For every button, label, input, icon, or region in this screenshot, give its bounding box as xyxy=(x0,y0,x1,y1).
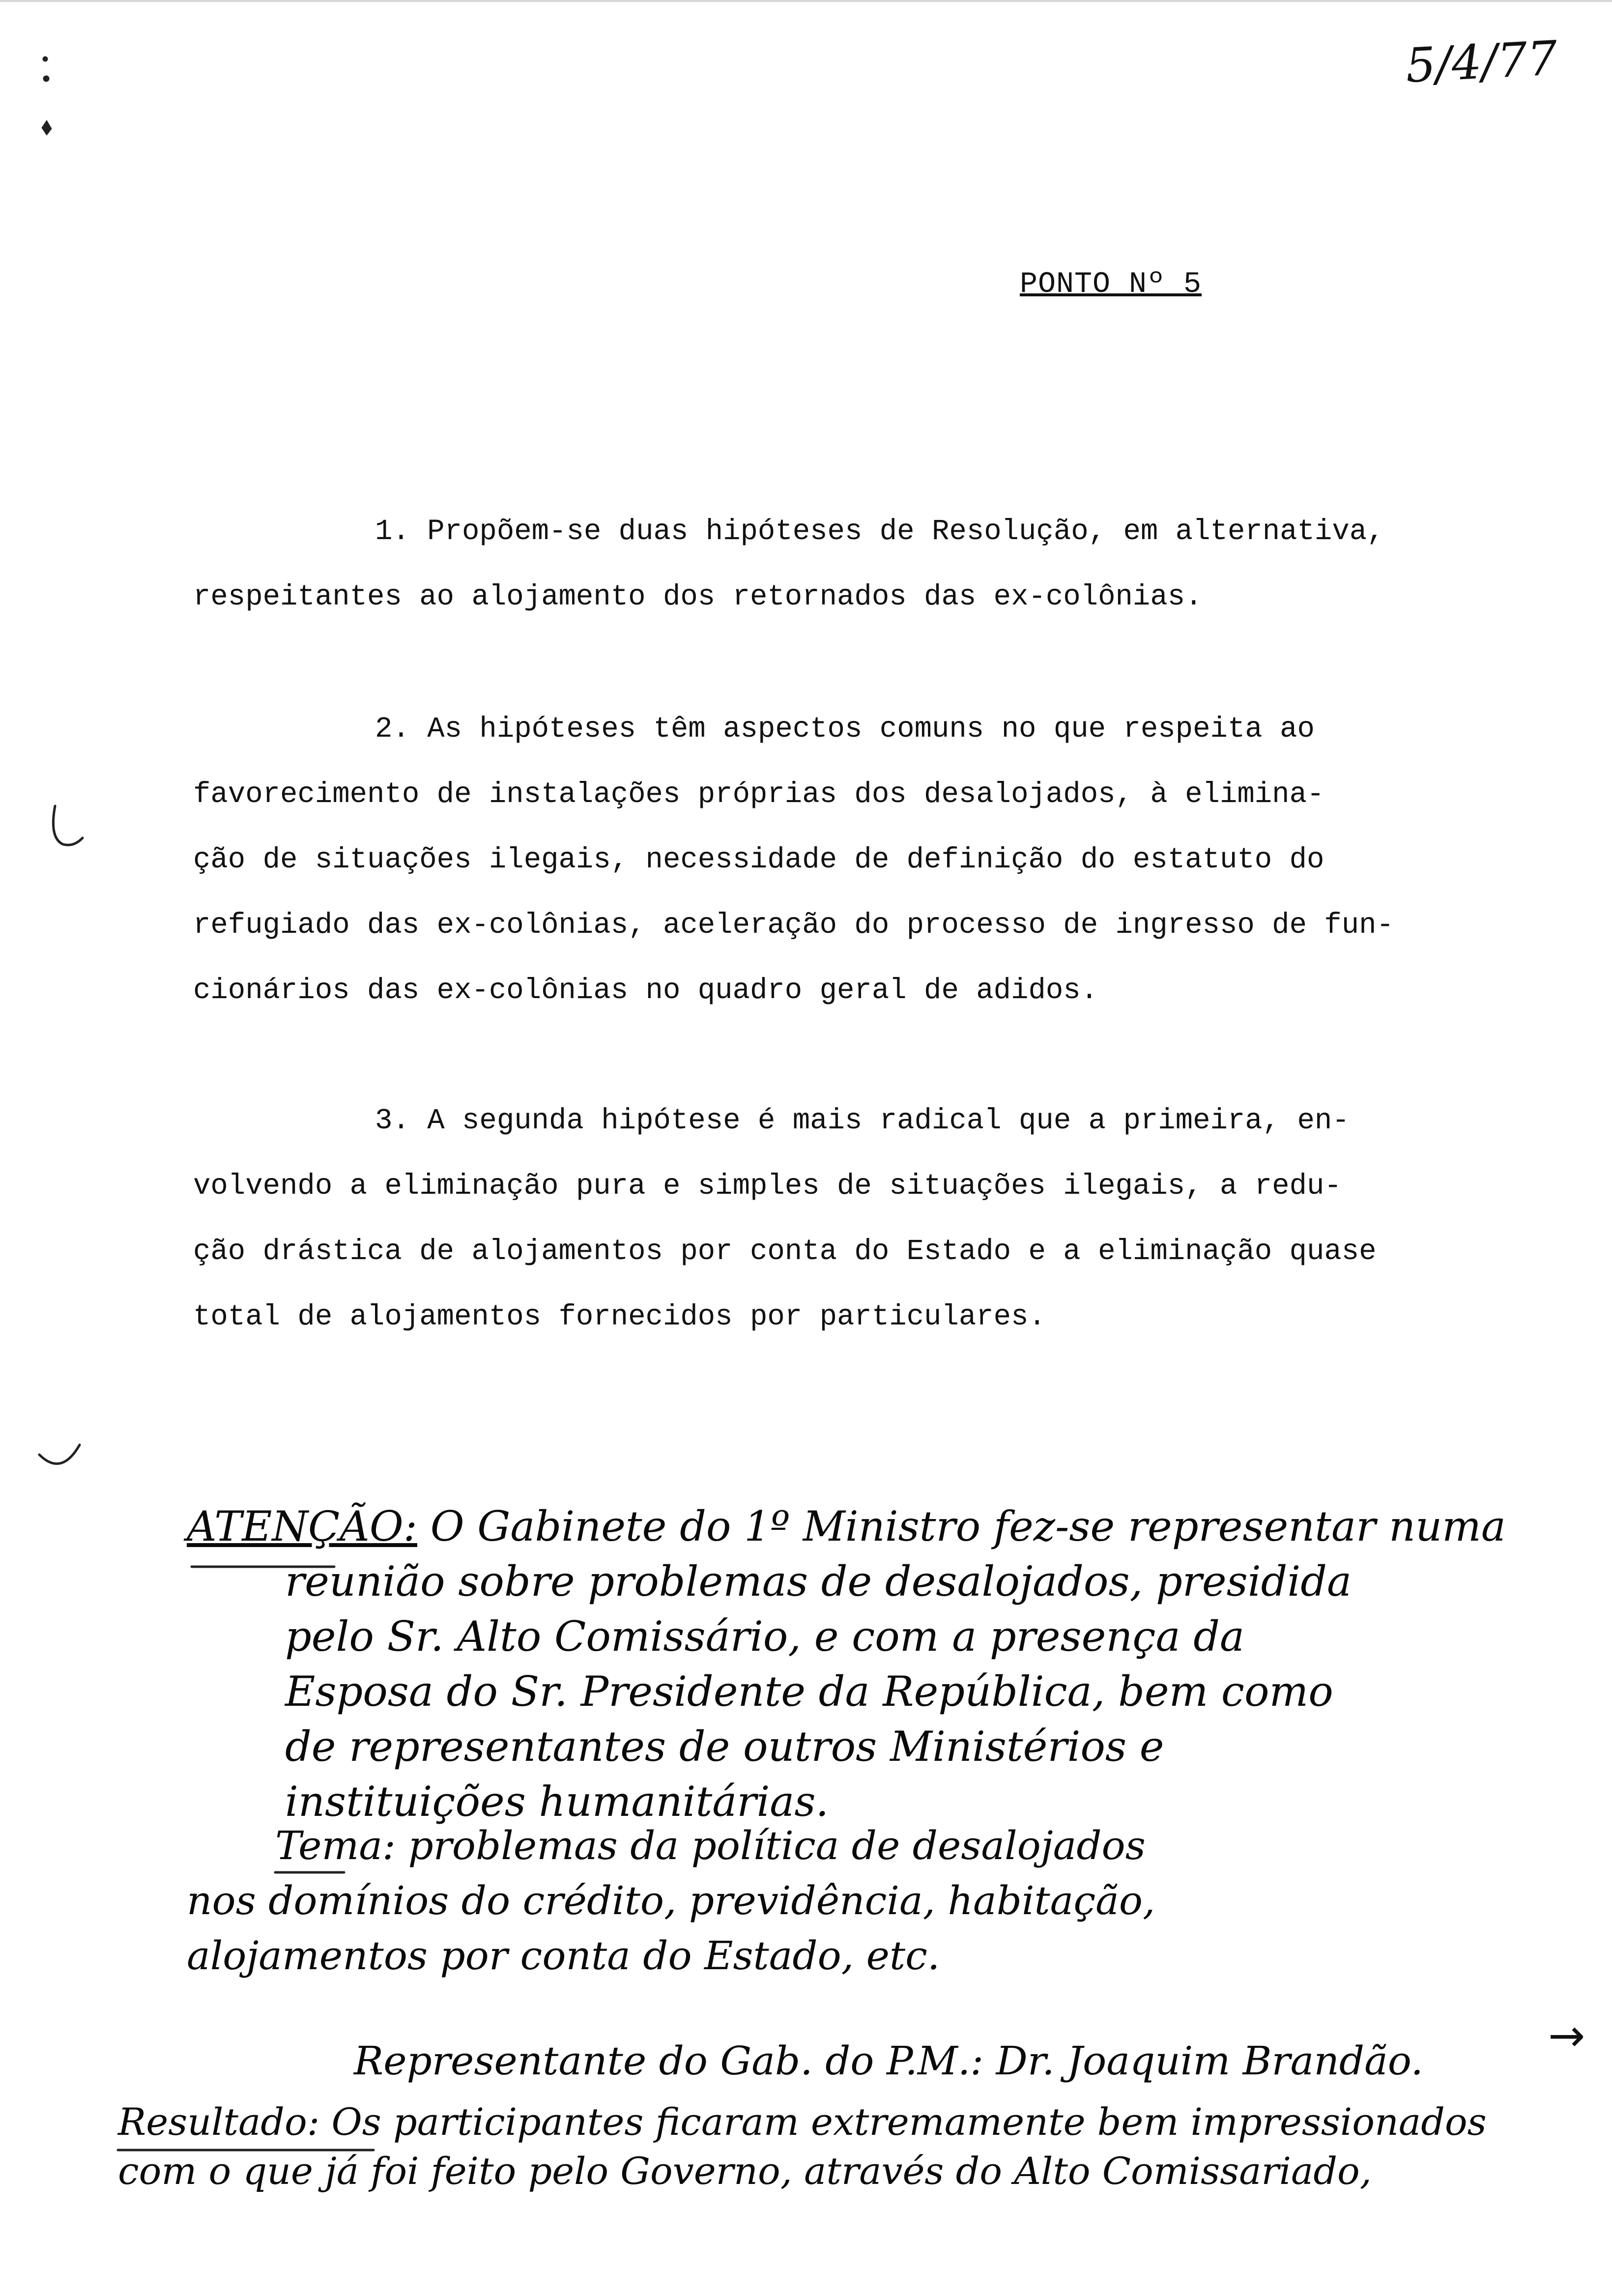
handwritten-line: pelo Sr. Alto Comissário, e com a presença da xyxy=(285,1612,1245,1661)
resultado-label: Resultado: xyxy=(118,2100,320,2144)
paragraph-line: respeitantes ao alojamento dos retornados das ex-colônias. xyxy=(193,580,1203,613)
margin-dot xyxy=(43,57,48,61)
paragraph-2 xyxy=(193,696,1540,1023)
paragraph-line: favorecimento de instalações próprias dos desalojados, à elimina- xyxy=(193,778,1324,811)
handwritten-line: de representantes de outros Ministérios e xyxy=(285,1722,1164,1771)
handwritten-date: 5/4/77 xyxy=(1404,30,1559,94)
paragraph-line: ção drástica de alojamentos por conta do Estado e a eliminação quase xyxy=(193,1235,1377,1268)
paragraph-line: 2. As hipóteses têm aspectos comuns no que respeita ao xyxy=(375,713,1315,746)
paragraph-line: cionários das ex-colônias no quadro geral de adidos. xyxy=(193,974,1098,1007)
margin-tick xyxy=(39,1445,80,1464)
paragraph-3 xyxy=(193,1088,1540,1349)
handwritten-tema-continued xyxy=(187,1873,1612,1983)
paragraph-line: ção de situações ilegais, necessidade de definição do estatuto do xyxy=(193,843,1324,876)
handwritten-resultado xyxy=(118,2097,1543,2196)
handwritten-line: com o que já foi feito pelo Governo, através do Alto Comissariado, xyxy=(118,2149,1372,2193)
handwritten-text: problemas da política de desalojados xyxy=(408,1823,1146,1868)
handwritten-line: reunião sobre problemas de desalojados, presidida xyxy=(285,1557,1352,1606)
tema-label: Tema: xyxy=(275,1823,396,1868)
handwritten-line xyxy=(187,1499,1612,1554)
handwritten-line: Representante do Gab. do P.M.: Dr. Joaquim Brandão. xyxy=(354,2038,1423,2084)
handwritten-line xyxy=(118,2097,1543,2147)
arrow-icon: → xyxy=(1548,2010,1585,2062)
handwritten-tema xyxy=(275,1818,1612,1873)
atencao-label: ATENÇÃO: xyxy=(187,1502,418,1550)
margin-blot xyxy=(42,120,52,135)
handwritten-line: instituições humanitárias. xyxy=(285,1778,829,1826)
handwritten-line: nos domínios do crédito, previdência, habitação, xyxy=(187,1878,1155,1923)
paragraph-line: refugiado das ex-colônias, aceleração do processo de ingresso de fun- xyxy=(193,909,1394,942)
handwritten-text: Os participantes ficaram extremamente bem impressionados xyxy=(331,2100,1487,2144)
margin-tick xyxy=(53,806,83,845)
paragraph-1 xyxy=(193,499,1540,630)
paragraph-line: 3. A segunda hipótese é mais radical que a primeira, en- xyxy=(375,1104,1350,1137)
paragraph-line: total de alojamentos fornecidos por particulares. xyxy=(193,1300,1046,1333)
margin-dot xyxy=(43,76,49,82)
handwritten-text: O Gabinete do 1º Ministro fez-se representar numa xyxy=(430,1502,1506,1550)
handwritten-line: Esposa do Sr. Presidente da República, bem como xyxy=(285,1667,1333,1716)
paragraph-line: volvendo a eliminação pura e simples de situações ilegais, a redu- xyxy=(193,1170,1342,1203)
handwritten-line xyxy=(275,1818,1612,1873)
page-title: PONTO Nº 5 xyxy=(1020,268,1202,301)
paragraph-line: 1. Propõem-se duas hipóteses de Resolução, em alternativa, xyxy=(375,515,1384,548)
handwritten-note xyxy=(187,1499,1612,1829)
handwritten-representante xyxy=(354,2034,1612,2089)
handwritten-line: alojamentos por conta do Estado, etc. xyxy=(187,1933,940,1979)
